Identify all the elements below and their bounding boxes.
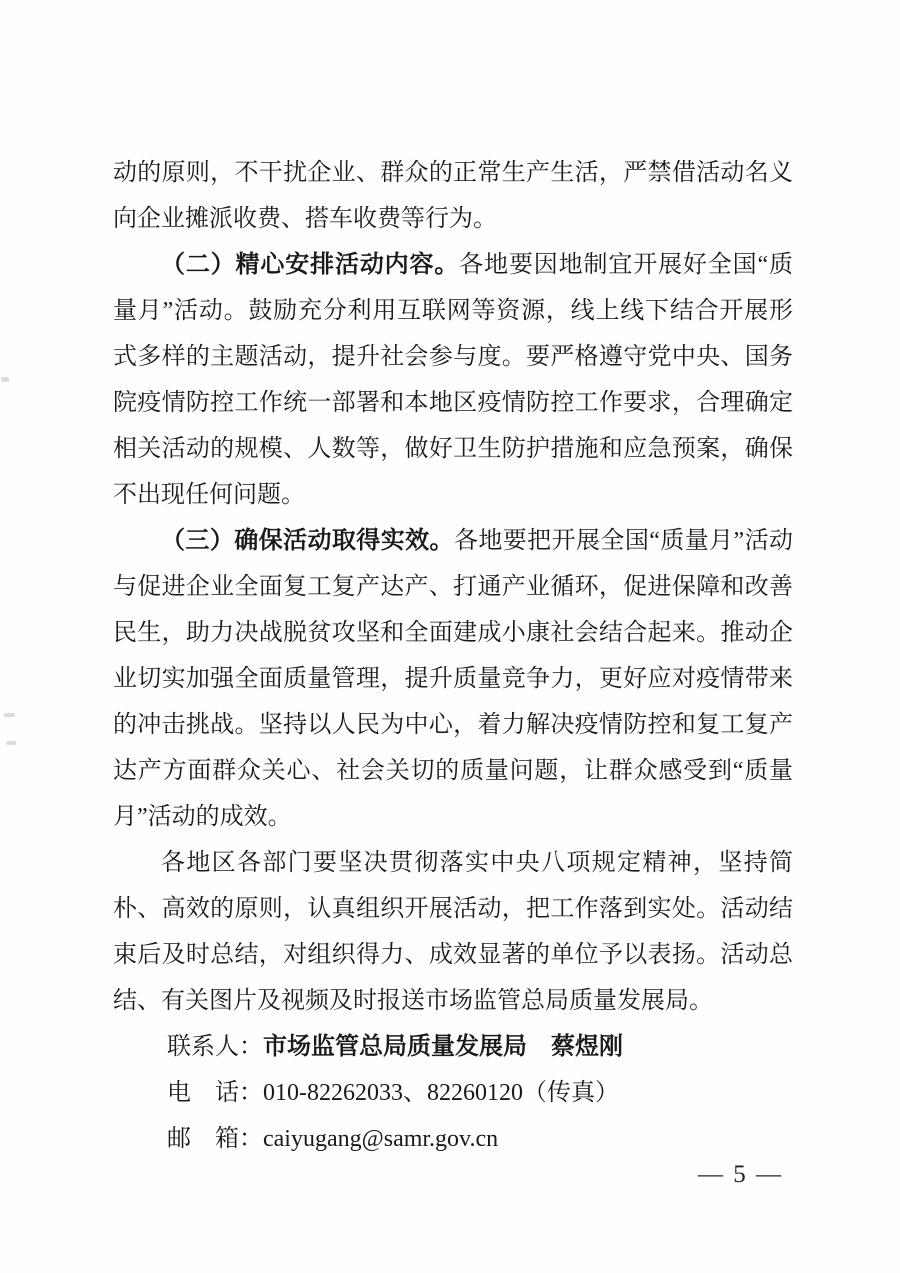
- document-body: [113, 150, 793, 1162]
- scan-artifact: [6, 741, 16, 745]
- paragraph: [113, 840, 793, 1024]
- paragraph-text: 各地要因地制宜开展好全国“质量月”活动。鼓励充分利用互联网等资源，线上线下结合开展形式多样的主题活动，提升社会参与度。要严格遵守党中央、国务院疫情防控工作统一部署和本地区疫情防控工作要求，合理确定相关活动的规模、人数等，做好卫生防护措施和应急预案，确保不出现任何问题。: [113, 252, 794, 508]
- contact-email-value: caiyugang@samr.gov.cn: [263, 1126, 499, 1152]
- contact-person-value: 市场监管总局质量发展局 蔡煜刚: [263, 1034, 623, 1060]
- contact-line-phone: [113, 1070, 793, 1116]
- paragraph: [113, 518, 793, 840]
- contact-phone-label: 电 话：: [167, 1080, 263, 1106]
- contact-line-person: [113, 1024, 793, 1070]
- paragraph-heading: （三）确保活动取得实效。: [161, 528, 454, 554]
- contact-phone-value: 010-82262033、82260120（传真）: [263, 1080, 619, 1106]
- scan-artifact: [4, 713, 15, 717]
- contact-line-email: [113, 1116, 793, 1162]
- contact-block: [113, 1024, 793, 1162]
- paragraph: [113, 242, 793, 518]
- paragraph-text: 各地要把开展全国“质量月”活动与促进企业全面复工复产达产、打通产业循环，促进保障和改善民生，助力决战脱贫攻坚和全面建成小康社会结合起来。推动企业切实加强全面质量管理，提升质量竞争力，更好应对疫情带来的冲击挑战。坚持以人民为中心，着力解决疫情防控和复工复产达产方面群众关心、社会关切的质量问题，让群众感受到“质量月”活动的成效。: [113, 528, 793, 830]
- scan-artifact: [1, 377, 9, 382]
- paragraph-text: 动的原则，不干扰企业、群众的正常生产生活，严禁借活动名义向企业摊派收费、搭车收费等行为。: [113, 160, 793, 232]
- paragraph-heading: （二）精心安排活动内容。: [161, 252, 460, 278]
- paragraph-text: 各地区各部门要坚决贯彻落实中央八项规定精神，坚持简朴、高效的原则，认真组织开展活动，把工作落到实处。活动结束后及时总结，对组织得力、成效显著的单位予以表扬。活动总结、有关图片及视频及时报送市场监管总局质量发展局。: [113, 850, 793, 1014]
- paragraph: [113, 150, 793, 242]
- page-number: — 5 —: [698, 1161, 783, 1188]
- contact-person-label: 联系人：: [167, 1034, 263, 1060]
- contact-email-label: 邮 箱：: [167, 1126, 263, 1152]
